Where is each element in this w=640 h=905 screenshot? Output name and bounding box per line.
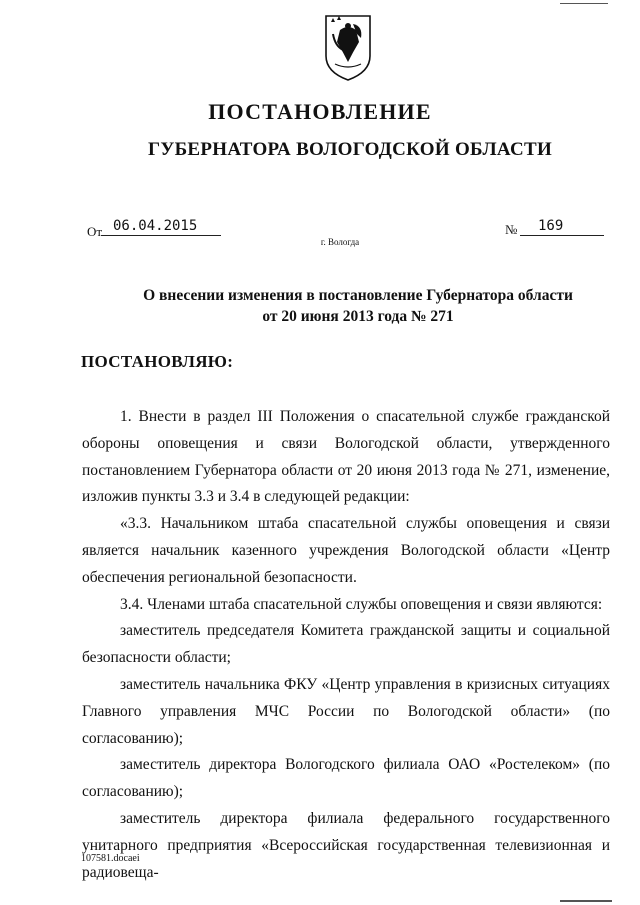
- subject-line: от 20 июня 2013 года № 271: [262, 308, 454, 325]
- body-paragraph: заместитель директора Вологодского филиала ОАО «Ростелеком» (по согласованию);: [82, 756, 610, 801]
- scan-edge-mark: [560, 900, 612, 902]
- coat-of-arms-emblem: [323, 12, 373, 82]
- date-label: От: [87, 224, 103, 239]
- city-label: г. Вологда: [320, 237, 360, 247]
- document-body: [82, 404, 610, 886]
- body-paragraph: заместитель начальника ФКУ «Центр управления в кризисных ситуациях Главного управления МЧС России по Вологодской области» (по согласованию);: [82, 675, 610, 747]
- body-paragraph: заместитель директора филиала федерального государственного унитарного предприятия «Всероссийская государственная телевизионная и радиовеща-: [82, 809, 610, 881]
- document-title: ПОСТАНОВЛЕНИЕ: [208, 99, 432, 124]
- body-paragraph: заместитель председателя Комитета гражданской защиты и социальной безопасности области;: [82, 622, 610, 667]
- decree-heading: ПОСТАНОВЛЯЮ:: [81, 352, 234, 371]
- scan-edge-mark: [560, 3, 608, 4]
- document-issuer: ГУБЕРНАТОРА ВОЛОГОДСКОЙ ОБЛАСТИ: [147, 139, 553, 160]
- body-paragraph: 1. Внести в раздел III Положения о спасательной службе гражданской обороны оповещения и связи Вологодской области, утвержденного постановлением Губернатора области от 20 июня 2013 года № 271, изменение, изложив пункты 3.3 и 3.4 в следующей редакции:: [82, 408, 610, 506]
- body-paragraph: 3.4. Членами штаба спасательной службы оповещения и связи являются:: [120, 595, 603, 613]
- subject-line: О внесении изменения в постановление Губернатора области: [143, 287, 573, 304]
- number-label: №: [505, 222, 518, 237]
- file-reference: 107581.docaei: [81, 853, 140, 864]
- document-date: 06.04.2015: [101, 217, 221, 236]
- document-number: 169: [520, 217, 604, 236]
- document-subject: [0, 285, 640, 327]
- body-paragraph: «3.3. Начальником штаба спасательной службы оповещения и связи является начальник казенного учреждения Вологодской области «Центр обеспечения региональной безопасности.: [82, 515, 610, 586]
